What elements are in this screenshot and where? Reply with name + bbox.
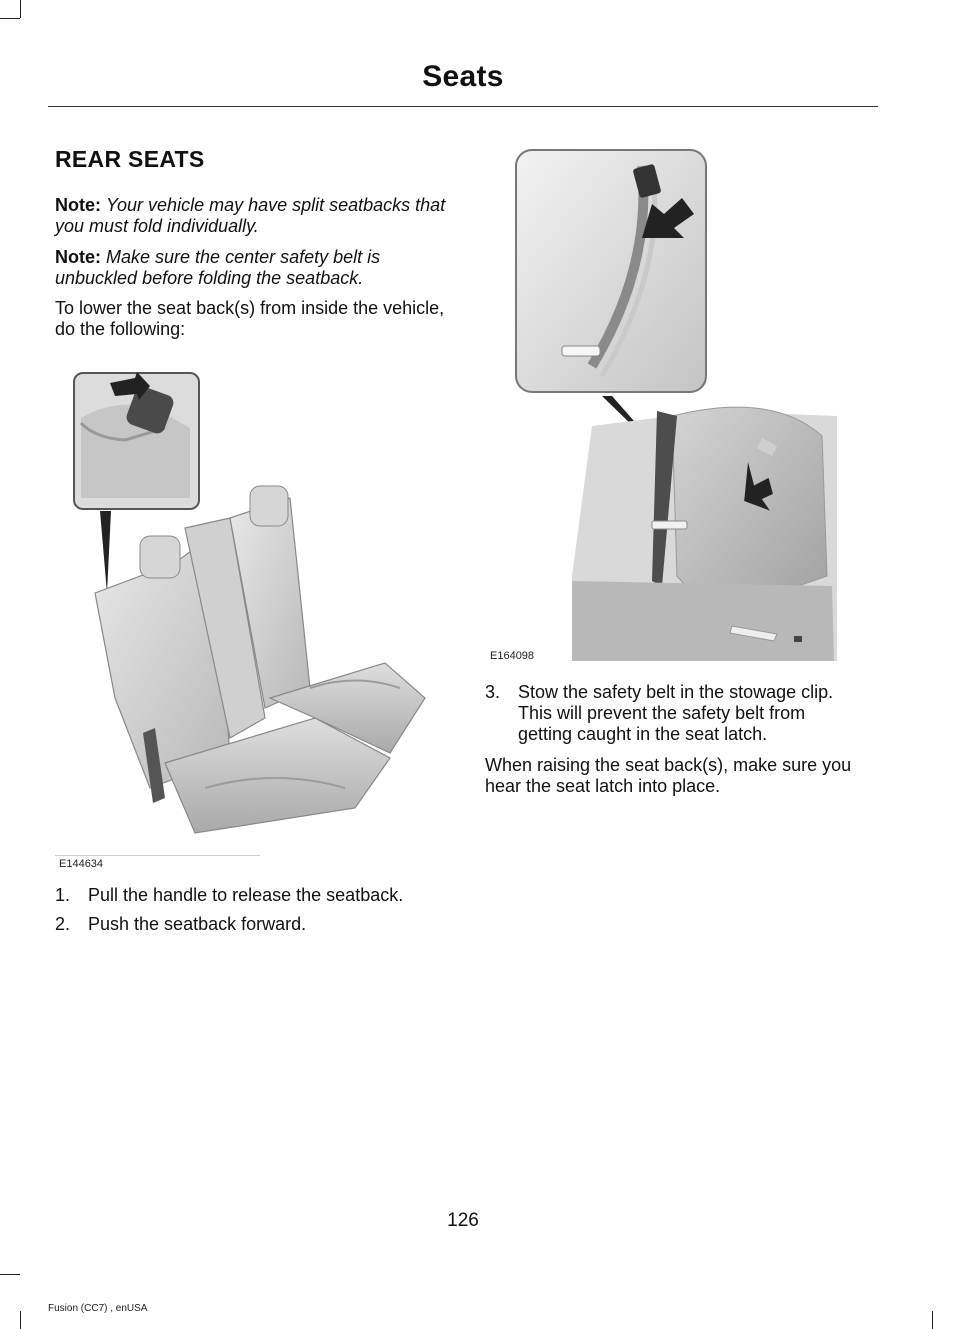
note-text: Your vehicle may have split seatbacks that you must fold individually. — [55, 195, 446, 236]
crop-mark — [0, 1274, 20, 1275]
page-number: 126 — [447, 1210, 479, 1231]
step-number: 2. — [55, 914, 71, 934]
note-2 — [55, 247, 450, 289]
note-label: Note: — [55, 247, 101, 267]
step-1 — [55, 885, 455, 907]
crop-mark — [0, 18, 20, 19]
crop-mark — [20, 1311, 21, 1329]
step-text: Push the seatback forward. — [88, 914, 307, 934]
intro-paragraph: To lower the seat back(s) from inside the vehicle, do the following: — [55, 298, 445, 339]
note-1 — [55, 195, 450, 237]
figure-code: E144634 — [59, 858, 104, 870]
closing-paragraph: When raising the seat back(s), make sure you hear the seat latch into place. — [485, 755, 852, 796]
crop-mark — [20, 0, 21, 18]
step-2 — [55, 914, 455, 936]
crop-mark — [932, 1311, 933, 1329]
note-label: Note: — [55, 195, 101, 215]
page-title: Seats — [422, 60, 504, 93]
step-text: Stow the safety belt in the stowage clip. This will prevent the safety belt from getting caught in the seat latch. — [518, 682, 834, 744]
step-number: 3. — [485, 682, 501, 702]
rear-seat-illustration — [55, 368, 430, 858]
figure-code: E164098 — [490, 650, 535, 662]
step-3 — [485, 682, 875, 748]
section-heading: REAR SEATS — [55, 146, 205, 172]
step-number: 1. — [55, 885, 71, 905]
footer-model: Fusion (CC7) , enUSA — [48, 1303, 148, 1314]
step-text: Pull the handle to release the seatback. — [88, 885, 404, 905]
title-divider — [48, 106, 878, 107]
note-text: Make sure the center safety belt is unbuckled before folding the seatback. — [55, 247, 381, 288]
seatbelt-stowage-illustration — [512, 146, 842, 666]
